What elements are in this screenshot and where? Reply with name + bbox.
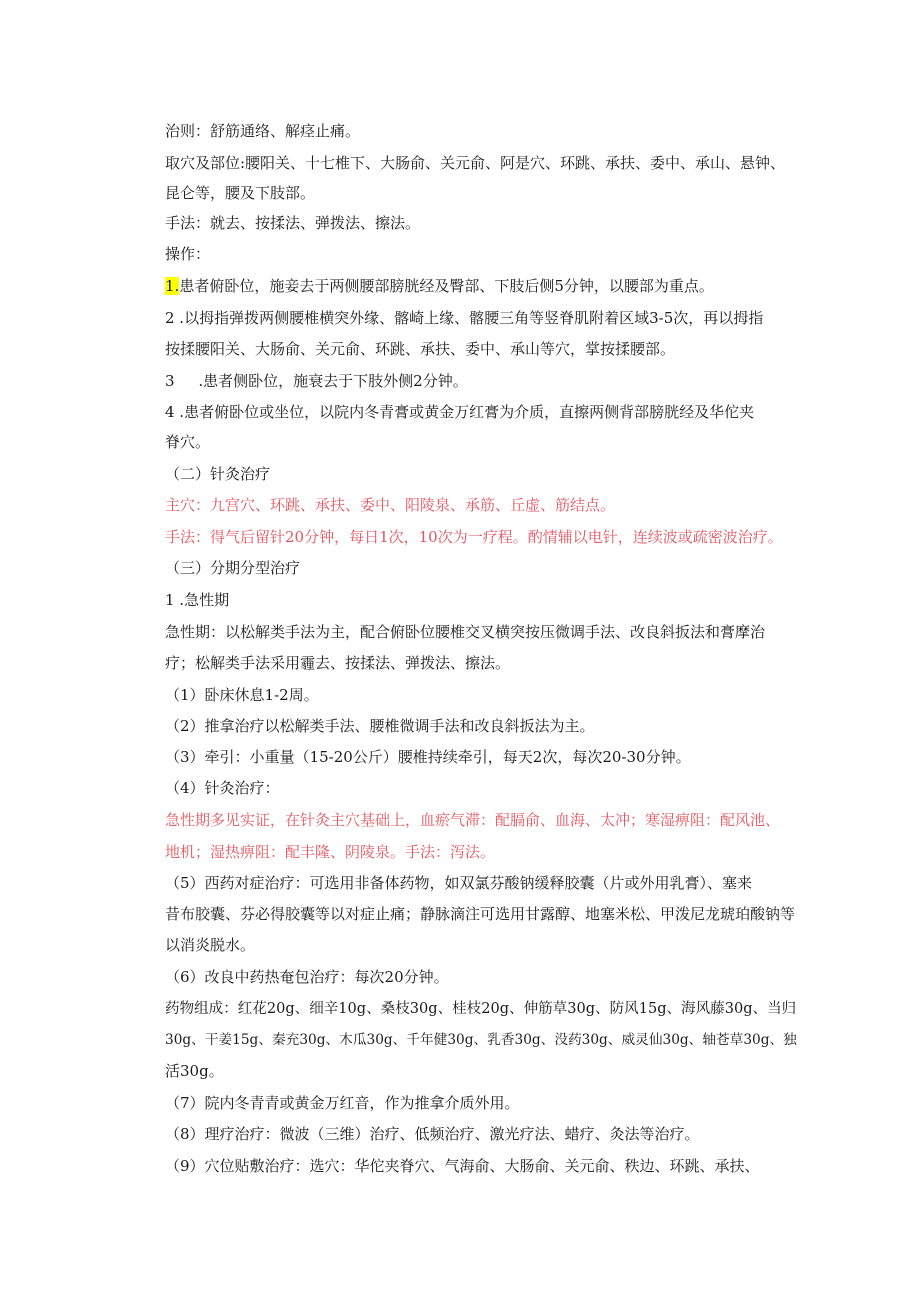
item-5-line-3: 以消炎脱水。 (165, 936, 256, 954)
operation-heading: 操作： (165, 245, 211, 263)
item-4-line: （4）针灸治疗： (165, 779, 280, 797)
step-1-text: 患者俯卧位，施妾去于两侧腰部膀胱经及臀部、下肢后侧5分钟，以腰部为重点。 (179, 277, 714, 295)
main-acupoints-line: 主穴：九宫穴、环跳、承扶、委中、阳陵泉、承筋、丘虚、筋结点。 (165, 496, 616, 514)
formula-line-1: 药物组成：红花20g、细辛10g、桑枝30g、桂枝20g、伸筋草30g、防风15g、海风藤30g、当归 (165, 1000, 797, 1017)
acupoints-line-2: 昆仑等，腰及下肢部。 (165, 184, 316, 202)
formula-line-2: 30g、干姜15g、秦充30g、木瓜30g、千年健30g、乳香30g、没药30g、威灵仙30g、轴苍草30g、独 (165, 1032, 797, 1048)
acute-phase-heading: 1 .急性期 (165, 591, 230, 609)
acute-syndrome-line-2: 地机；湿热痹阻：配丰隆、阴陵泉。手法：泻法。 (165, 843, 496, 861)
step-1-highlight: 1. (165, 277, 180, 295)
technique-line: 手法：就去、按揉法、弹拨法、擦法。 (165, 214, 421, 232)
principle-line: 治则：舒筋通络、解痉止痛。 (165, 122, 361, 140)
formula-line-3: 活30g。 (165, 1062, 224, 1080)
step-2-line-1: 2 .以拇指弹拨两侧腰椎横突外缘、髂崎上缘、髂腰三角等竖脊肌附着区域3-5次，再以拇指 (165, 309, 764, 327)
item-6-line: （6）改良中药热奄包治疗：每次20分钟。 (165, 968, 449, 986)
item-5-line-2: 昔布胶囊、芬必得胶囊等以对症止痛；静脉滴注可选用甘露醇、地塞米松、甲泼尼龙琥珀酸钠等 (165, 905, 796, 923)
step-4-line-1: 4 .患者俯卧位或坐位，以院内冬青膏或黄金万红膏为介质，直擦两侧背部膀胱经及华佗夹 (165, 403, 755, 421)
item-2-line: （2）推拿治疗以松解类手法、腰椎微调手法和改良斜扳法为主。 (165, 717, 595, 735)
step-2-line-2: 按揉腰阳关、大肠俞、关元俞、环跳、承扶、委中、承山等穴，掌按揉腰部。 (165, 340, 676, 358)
item-7-line: （7）院内冬青青或黄金万红音，作为推拿介质外用。 (165, 1094, 520, 1112)
acute-syndrome-line-1: 急性期多见实证，在针灸主穴基础上，血瘀气滞：配膈俞、血海、太冲；寒湿痹阻：配风池、 (165, 811, 781, 829)
acupoints-line-1: 取穴及部位:腰阳关、十七椎下、大肠俞、关元俞、阿是穴、环跳、承扶、委中、承山、悬钟、 (165, 154, 786, 172)
item-8-line: （8）理疗治疗：微波（三维）治疗、低频治疗、激光疗法、蜡疗、灸法等治疗。 (165, 1125, 700, 1143)
item-3-line: （3）牵引：小重量（15-20公斤）腰椎持续牵引，每天2次，每次20-30分钟。 (165, 748, 691, 766)
item-5-line-1: （5）西药对症治疗：可选用非备体药物，如双氯芬酸钠缓释胶囊（片或外用乳膏）、塞来 (165, 874, 753, 892)
step-1-line (165, 276, 714, 296)
item-1-line: （1）卧床休息1-2周。 (165, 686, 319, 704)
staged-treatment-heading: （三）分期分型治疗 (165, 559, 301, 577)
item-9-line: （9）穴位贴敷治疗：选穴：华佗夹脊穴、气海俞、大肠俞、关元俞、秩边、环跳、承扶、 (165, 1157, 760, 1175)
acute-phase-line-1: 急性期：以松解类手法为主，配合俯卧位腰椎交叉横突按压微调手法、改良斜扳法和膏摩治 (165, 623, 766, 641)
step-3-line: 3 .患者侧卧位，施衰去于下肢外侧2分钟。 (165, 372, 468, 390)
acupuncture-heading: （二）针灸治疗 (165, 465, 271, 483)
acute-phase-line-2: 疗；松解类手法采用霾去、按揉法、弹拨法、擦法。 (165, 654, 511, 672)
needling-method-line: 手法：得气后留针20分钟，每日1次，10次为一疗程。酌情辅以电针，连续波或疏密波治疗。 (165, 528, 783, 546)
step-4-line-2: 脊穴。 (165, 433, 211, 451)
